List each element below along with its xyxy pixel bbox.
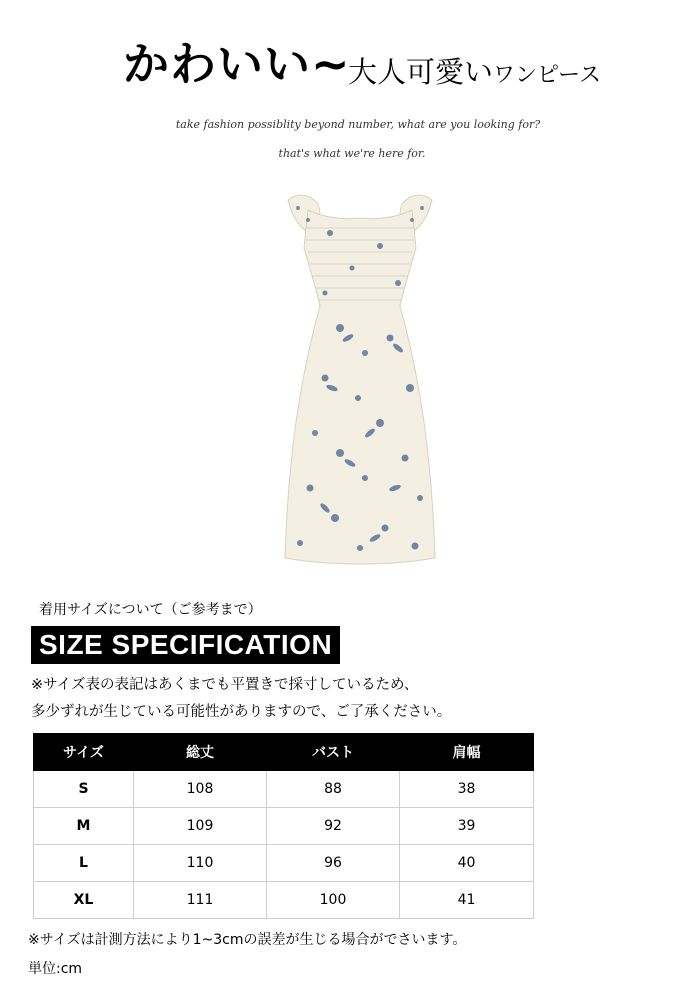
size-footnote: ※サイズは計測方法により1~3cmの誤差が生じる場合がでさいます。: [28, 932, 467, 948]
cell-size: S: [34, 771, 134, 808]
cell-length: 108: [134, 771, 267, 808]
disclaimer-line-1: ※サイズ表の表記はあくまでも平置きで採寸しているため、: [31, 677, 419, 693]
cell-shoulder: 38: [400, 771, 534, 808]
cell-shoulder: 40: [400, 845, 534, 882]
cell-size: XL: [34, 882, 134, 919]
disclaimer-line-2: 多少ずれが生じている可能性がありますので、ご了承ください。: [31, 704, 452, 720]
cell-length: 109: [134, 808, 267, 845]
header-bust: バスト: [267, 734, 400, 771]
table-row: [34, 882, 534, 919]
table-header-row: [34, 734, 534, 771]
cell-bust: 88: [267, 771, 400, 808]
unit-label: 単位:cm: [28, 961, 83, 977]
cell-shoulder: 39: [400, 808, 534, 845]
tagline-2: that's what we're here for.: [278, 147, 426, 160]
cell-length: 111: [134, 882, 267, 919]
table-row: [34, 771, 534, 808]
size-table: [33, 733, 534, 919]
cell-bust: 92: [267, 808, 400, 845]
subtitle-main: 大人可愛い: [348, 55, 494, 89]
table-row: [34, 845, 534, 882]
subtitle-small: ワンピース: [493, 63, 602, 88]
page-title: かわいい~: [123, 37, 351, 91]
page-subtitle: [348, 52, 601, 96]
cell-bust: 100: [267, 882, 400, 919]
cell-size: M: [34, 808, 134, 845]
table-row: [34, 808, 534, 845]
tagline-1: take fashion possiblity beyond number, what are you looking for?: [175, 118, 541, 131]
cell-size: L: [34, 845, 134, 882]
dress-product-image: [270, 188, 450, 568]
header-shoulder: 肩幅: [400, 734, 534, 771]
size-specification-heading: SIZE SPECIFICATION: [31, 626, 340, 664]
header-size: サイズ: [34, 734, 134, 771]
cell-bust: 96: [267, 845, 400, 882]
header-length: 総丈: [134, 734, 267, 771]
cell-shoulder: 41: [400, 882, 534, 919]
cell-length: 110: [134, 845, 267, 882]
size-note: 着用サイズについて（ご参考まで）: [39, 602, 262, 618]
